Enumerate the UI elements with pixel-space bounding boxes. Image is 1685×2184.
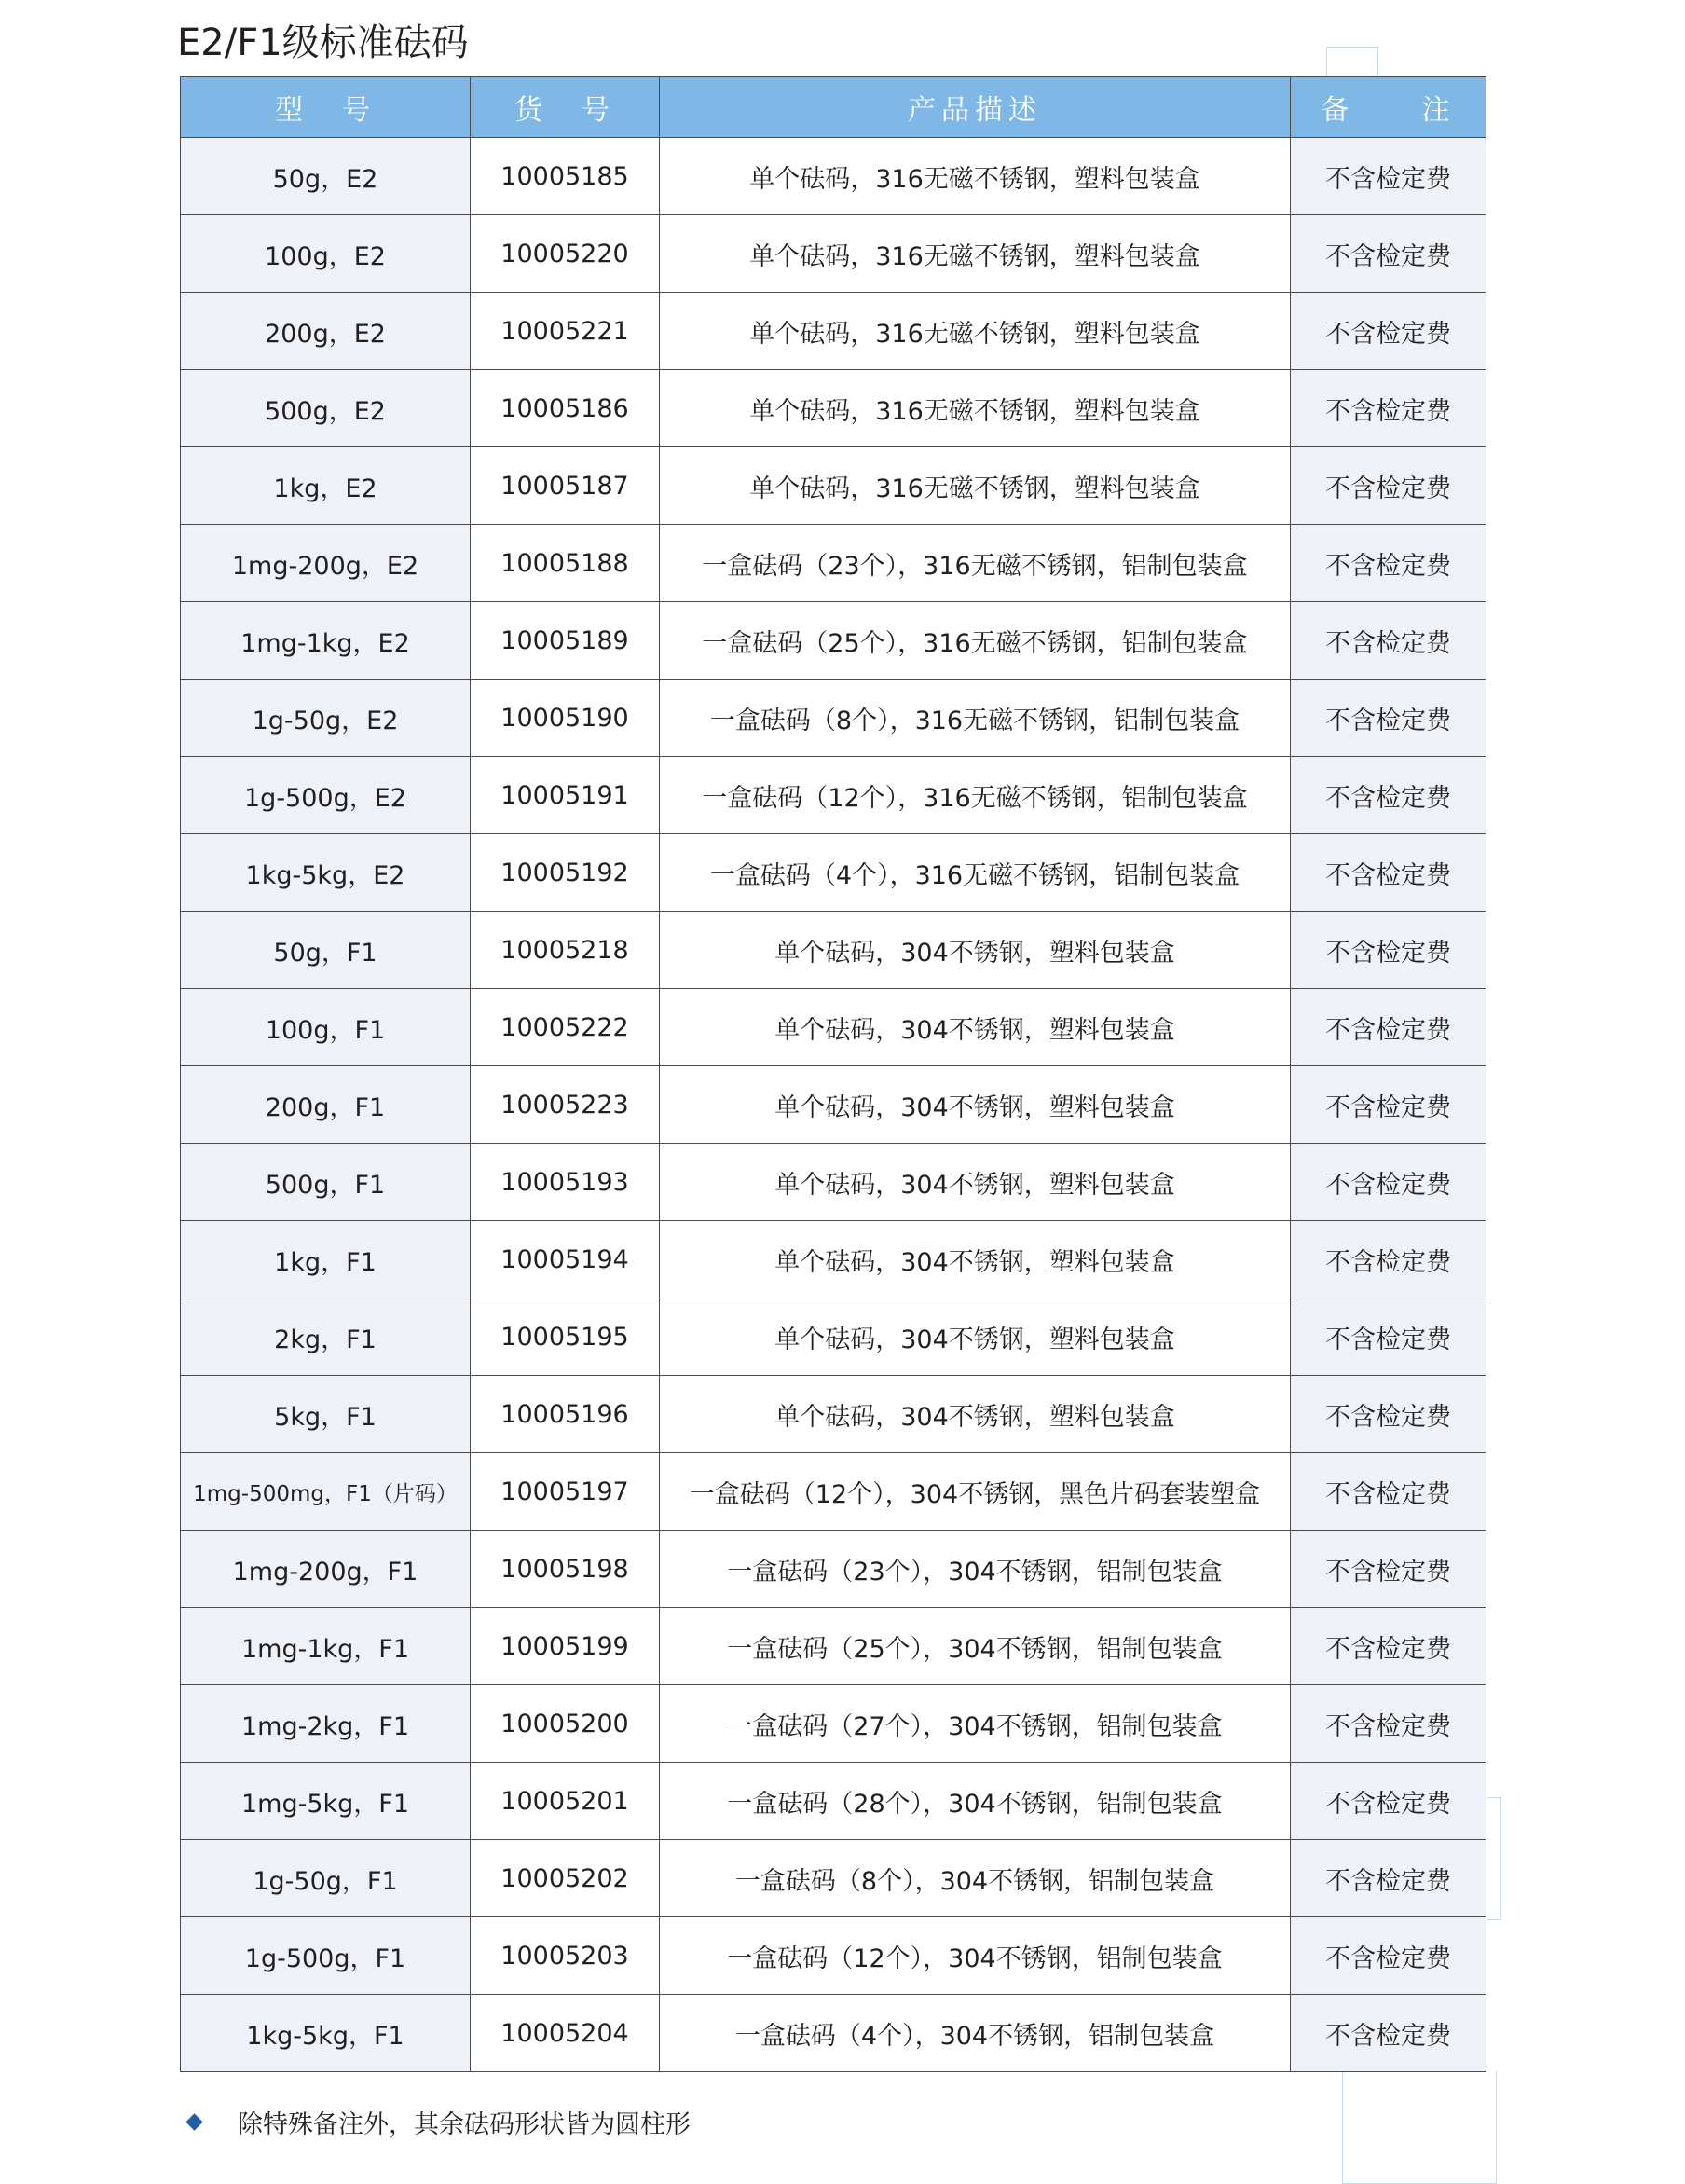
model-cell: 2kg，F1 bbox=[181, 1298, 471, 1376]
model-cell: 200g，E2 bbox=[181, 293, 471, 370]
description-cell: 单个砝码，304不锈钢，塑料包装盒 bbox=[660, 1221, 1291, 1298]
model-cell: 5kg，F1 bbox=[181, 1376, 471, 1453]
description-cell: 单个砝码，304不锈钢，塑料包装盒 bbox=[660, 989, 1291, 1066]
model-cell: 50g，E2 bbox=[181, 138, 471, 215]
table-row bbox=[181, 1298, 1486, 1376]
description-cell: 一盒砝码（8个），304不锈钢，铝制包装盒 bbox=[660, 1840, 1291, 1917]
model-cell: 1g-50g，F1 bbox=[181, 1840, 471, 1917]
sku-cell: 10005202 bbox=[471, 1840, 660, 1917]
decorative-frame-top bbox=[1326, 47, 1378, 76]
sku-cell: 10005185 bbox=[471, 138, 660, 215]
model-cell: 1mg-500mg，F1（片码） bbox=[181, 1453, 471, 1531]
sku-cell: 10005189 bbox=[471, 602, 660, 680]
sku-cell: 10005193 bbox=[471, 1144, 660, 1221]
description-cell: 单个砝码，316无磁不锈钢，塑料包装盒 bbox=[660, 447, 1291, 525]
table-row bbox=[181, 1144, 1486, 1221]
sku-cell: 10005223 bbox=[471, 1066, 660, 1144]
product-table-container bbox=[180, 76, 1486, 2072]
description-cell: 单个砝码，304不锈钢，塑料包装盒 bbox=[660, 1298, 1291, 1376]
sku-cell: 10005194 bbox=[471, 1221, 660, 1298]
description-cell: 一盒砝码（8个），316无磁不锈钢，铝制包装盒 bbox=[660, 680, 1291, 757]
description-cell: 一盒砝码（23个），304不锈钢，铝制包装盒 bbox=[660, 1531, 1291, 1608]
model-cell: 1mg-200g，E2 bbox=[181, 525, 471, 602]
note-cell: 不含检定费 bbox=[1291, 1531, 1486, 1608]
sku-cell: 10005201 bbox=[471, 1763, 660, 1840]
note-cell: 不含检定费 bbox=[1291, 1298, 1486, 1376]
sku-cell: 10005218 bbox=[471, 912, 660, 989]
sku-cell: 10005204 bbox=[471, 1995, 660, 2072]
note-cell: 不含检定费 bbox=[1291, 1840, 1486, 1917]
description-cell: 一盒砝码（25个），304不锈钢，铝制包装盒 bbox=[660, 1608, 1291, 1685]
table-row bbox=[181, 1608, 1486, 1685]
model-cell: 100g，E2 bbox=[181, 215, 471, 293]
note-cell: 不含检定费 bbox=[1291, 1917, 1486, 1995]
page-title: E2/F1级标准砝码 bbox=[177, 21, 469, 64]
model-cell: 1mg-200g，F1 bbox=[181, 1531, 471, 1608]
table-header bbox=[181, 77, 1486, 138]
note-cell: 不含检定费 bbox=[1291, 602, 1486, 680]
table-row bbox=[181, 602, 1486, 680]
decorative-frame-bottom bbox=[1342, 2071, 1497, 2184]
description-cell: 单个砝码，304不锈钢，塑料包装盒 bbox=[660, 1144, 1291, 1221]
sku-cell: 10005186 bbox=[471, 370, 660, 447]
sku-cell: 10005196 bbox=[471, 1376, 660, 1453]
sku-cell: 10005203 bbox=[471, 1917, 660, 1995]
note-cell: 不含检定费 bbox=[1291, 834, 1486, 912]
table-row bbox=[181, 1453, 1486, 1531]
sku-cell: 10005188 bbox=[471, 525, 660, 602]
description-cell: 一盒砝码（28个），304不锈钢，铝制包装盒 bbox=[660, 1763, 1291, 1840]
footnote-text: 除特殊备注外，其余砝码形状皆为圆柱形 bbox=[238, 2109, 691, 2139]
model-cell: 200g，F1 bbox=[181, 1066, 471, 1144]
header-model: 型 号 bbox=[181, 77, 471, 138]
note-cell: 不含检定费 bbox=[1291, 1995, 1486, 2072]
model-cell: 500g，E2 bbox=[181, 370, 471, 447]
description-cell: 单个砝码，304不锈钢，塑料包装盒 bbox=[660, 1376, 1291, 1453]
table-row bbox=[181, 293, 1486, 370]
sku-cell: 10005222 bbox=[471, 989, 660, 1066]
note-cell: 不含检定费 bbox=[1291, 1453, 1486, 1531]
header-sku: 货 号 bbox=[471, 77, 660, 138]
description-cell: 单个砝码，316无磁不锈钢，塑料包装盒 bbox=[660, 138, 1291, 215]
product-table bbox=[180, 76, 1486, 2072]
sku-cell: 10005191 bbox=[471, 757, 660, 834]
table-row bbox=[181, 447, 1486, 525]
description-cell: 单个砝码，316无磁不锈钢，塑料包装盒 bbox=[660, 293, 1291, 370]
model-cell: 1kg-5kg，F1 bbox=[181, 1995, 471, 2072]
description-cell: 单个砝码，304不锈钢，塑料包装盒 bbox=[660, 1066, 1291, 1144]
table-row bbox=[181, 1995, 1486, 2072]
description-cell: 一盒砝码（12个），316无磁不锈钢，铝制包装盒 bbox=[660, 757, 1291, 834]
description-cell: 一盒砝码（12个），304不锈钢，铝制包装盒 bbox=[660, 1917, 1291, 1995]
note-cell: 不含检定费 bbox=[1291, 1066, 1486, 1144]
description-cell: 一盒砝码（23个），316无磁不锈钢，铝制包装盒 bbox=[660, 525, 1291, 602]
header-note: 备 注 bbox=[1291, 77, 1486, 138]
note-cell: 不含检定费 bbox=[1291, 1608, 1486, 1685]
model-cell: 50g，F1 bbox=[181, 912, 471, 989]
description-cell: 一盒砝码（4个），304不锈钢，铝制包装盒 bbox=[660, 1995, 1291, 2072]
sku-cell: 10005221 bbox=[471, 293, 660, 370]
note-cell: 不含检定费 bbox=[1291, 989, 1486, 1066]
table-row bbox=[181, 989, 1486, 1066]
description-cell: 单个砝码，316无磁不锈钢，塑料包装盒 bbox=[660, 215, 1291, 293]
note-cell: 不含检定费 bbox=[1291, 1376, 1486, 1453]
header-description: 产品描述 bbox=[660, 77, 1291, 138]
table-row bbox=[181, 912, 1486, 989]
model-cell: 1g-50g，E2 bbox=[181, 680, 471, 757]
sku-cell: 10005198 bbox=[471, 1531, 660, 1608]
note-cell: 不含检定费 bbox=[1291, 1144, 1486, 1221]
table-row bbox=[181, 215, 1486, 293]
model-cell: 1kg，F1 bbox=[181, 1221, 471, 1298]
note-cell: 不含检定费 bbox=[1291, 912, 1486, 989]
model-cell: 1mg-5kg，F1 bbox=[181, 1763, 471, 1840]
table-row bbox=[181, 1763, 1486, 1840]
note-cell: 不含检定费 bbox=[1291, 1221, 1486, 1298]
table-row bbox=[181, 1685, 1486, 1763]
description-cell: 一盒砝码（25个），316无磁不锈钢，铝制包装盒 bbox=[660, 602, 1291, 680]
sku-cell: 10005192 bbox=[471, 834, 660, 912]
model-cell: 1mg-1kg，F1 bbox=[181, 1608, 471, 1685]
sku-cell: 10005190 bbox=[471, 680, 660, 757]
table-row bbox=[181, 138, 1486, 215]
description-cell: 单个砝码，316无磁不锈钢，塑料包装盒 bbox=[660, 370, 1291, 447]
note-cell: 不含检定费 bbox=[1291, 525, 1486, 602]
decorative-frame-right bbox=[1487, 1797, 1501, 1920]
table-body bbox=[181, 138, 1486, 2072]
note-cell: 不含检定费 bbox=[1291, 370, 1486, 447]
model-cell: 1g-500g，F1 bbox=[181, 1917, 471, 1995]
table-row bbox=[181, 680, 1486, 757]
table-row bbox=[181, 834, 1486, 912]
table-row bbox=[181, 370, 1486, 447]
model-cell: 1mg-1kg，E2 bbox=[181, 602, 471, 680]
note-cell: 不含检定费 bbox=[1291, 757, 1486, 834]
table-row bbox=[181, 1221, 1486, 1298]
model-cell: 1kg，E2 bbox=[181, 447, 471, 525]
table-row bbox=[181, 525, 1486, 602]
note-cell: 不含检定费 bbox=[1291, 1685, 1486, 1763]
note-cell: 不含检定费 bbox=[1291, 293, 1486, 370]
sku-cell: 10005200 bbox=[471, 1685, 660, 1763]
sku-cell: 10005195 bbox=[471, 1298, 660, 1376]
model-cell: 100g，F1 bbox=[181, 989, 471, 1066]
note-cell: 不含检定费 bbox=[1291, 680, 1486, 757]
description-cell: 一盒砝码（12个），304不锈钢，黑色片码套装塑盒 bbox=[660, 1453, 1291, 1531]
table-row bbox=[181, 1840, 1486, 1917]
model-cell: 1g-500g，E2 bbox=[181, 757, 471, 834]
model-cell: 1kg-5kg，E2 bbox=[181, 834, 471, 912]
description-cell: 一盒砝码（4个），316无磁不锈钢，铝制包装盒 bbox=[660, 834, 1291, 912]
table-row bbox=[181, 1531, 1486, 1608]
note-cell: 不含检定费 bbox=[1291, 1763, 1486, 1840]
note-cell: 不含检定费 bbox=[1291, 447, 1486, 525]
description-cell: 一盒砝码（27个），304不锈钢，铝制包装盒 bbox=[660, 1685, 1291, 1763]
table-row bbox=[181, 1066, 1486, 1144]
model-cell: 1mg-2kg，F1 bbox=[181, 1685, 471, 1763]
header-row bbox=[181, 77, 1486, 138]
note-cell: 不含检定费 bbox=[1291, 138, 1486, 215]
sku-cell: 10005197 bbox=[471, 1453, 660, 1531]
sku-cell: 10005220 bbox=[471, 215, 660, 293]
sku-cell: 10005187 bbox=[471, 447, 660, 525]
note-cell: 不含检定费 bbox=[1291, 215, 1486, 293]
table-row bbox=[181, 1917, 1486, 1995]
table-row bbox=[181, 757, 1486, 834]
diamond-bullet-icon bbox=[185, 2113, 202, 2130]
sku-cell: 10005199 bbox=[471, 1608, 660, 1685]
footnote bbox=[183, 2103, 691, 2140]
description-cell: 单个砝码，304不锈钢，塑料包装盒 bbox=[660, 912, 1291, 989]
table-row bbox=[181, 1376, 1486, 1453]
model-cell: 500g，F1 bbox=[181, 1144, 471, 1221]
